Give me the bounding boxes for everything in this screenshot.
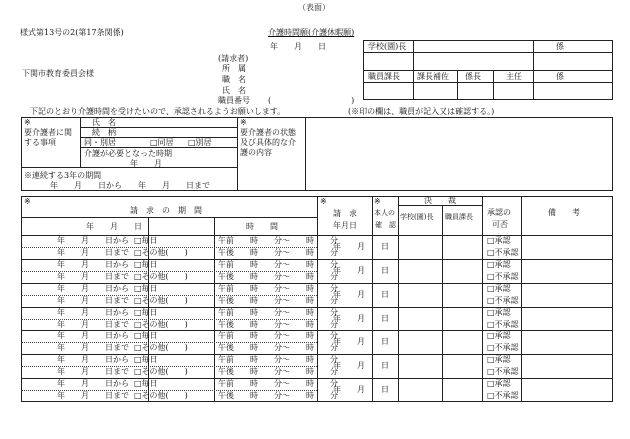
other-checkbox[interactable]: □その他( ) xyxy=(134,391,188,401)
condition-label-2: 及び具体的な介 xyxy=(240,138,296,147)
self-mark: ※ xyxy=(374,197,381,206)
decision-school-head: 学校(園)長 xyxy=(400,213,434,221)
condition-label-3: 護の内容 xyxy=(240,148,272,157)
period-header: 請 求 の 期 間 xyxy=(130,206,202,215)
condition-label-1: 要介護者の状態 xyxy=(240,128,296,137)
care-relation: 続 柄 xyxy=(92,128,116,137)
continuous-label: ※連続する3年の期間 xyxy=(24,171,102,180)
daily-checkbox[interactable]: □毎日 xyxy=(134,355,158,365)
ymd-header: 年 月 日 xyxy=(86,222,142,231)
not-approved-checkbox[interactable]: □不承認 xyxy=(487,271,519,281)
other-checkbox[interactable]: □その他( ) xyxy=(134,295,188,305)
pm-time: 午後 時 分～ 時 分 xyxy=(218,271,338,281)
not-approved-checkbox[interactable]: □不承認 xyxy=(487,295,519,305)
form-title: 介護時間願(介護休暇願) xyxy=(268,28,355,37)
pm-time: 午後 時 分～ 時 分 xyxy=(218,367,338,377)
approved-checkbox[interactable]: □承認 xyxy=(487,259,511,269)
approved-checkbox[interactable]: □承認 xyxy=(487,307,511,317)
pm-time: 午後 時 分～ 時 分 xyxy=(218,343,338,353)
requester-label: (請求者) xyxy=(218,54,249,63)
field-name: 氏 名 xyxy=(222,86,246,95)
continuous-range: 年 月 日から 年 月 日まで xyxy=(50,181,210,190)
condition-mark: ※ xyxy=(240,118,247,127)
row-from: 年 月 日から xyxy=(57,355,129,365)
am-time: 午前 時 分～ 時 分 xyxy=(218,379,338,389)
am-time: 午前 時 分～ 時 分 xyxy=(218,259,338,269)
row-to: 年 月 日まで xyxy=(57,247,129,257)
care-living: 同・別居 xyxy=(84,138,116,147)
other-checkbox[interactable]: □その他( ) xyxy=(134,319,188,329)
daily-checkbox[interactable]: □毎日 xyxy=(134,307,158,317)
decision-staff-chief: 職員課長 xyxy=(445,213,473,221)
row-from: 年 月 日から xyxy=(57,307,129,317)
req-date: 年 月 日 xyxy=(333,361,389,371)
approval-q-header: 承認の xyxy=(487,208,511,217)
approval-q-header-2: 可否 xyxy=(492,220,508,229)
not-approved-checkbox[interactable]: □不承認 xyxy=(487,343,519,353)
row-to: 年 月 日まで xyxy=(57,367,129,377)
other-checkbox[interactable]: □その他( ) xyxy=(134,271,188,281)
pm-time: 午後 時 分～ 時 分 xyxy=(218,391,338,401)
approval-school-head: 学校(園)長 xyxy=(368,42,407,51)
not-approved-checkbox[interactable]: □不承認 xyxy=(487,367,519,377)
daily-checkbox[interactable]: □毎日 xyxy=(134,283,158,293)
daily-checkbox[interactable]: □毎日 xyxy=(134,236,158,245)
req-mark: ※ xyxy=(320,197,327,206)
approval-kakari-1: 係 xyxy=(556,42,564,51)
other-checkbox[interactable]: □その他( ) xyxy=(134,247,188,257)
daily-checkbox[interactable]: □毎日 xyxy=(134,331,158,341)
self-confirm: 本人の xyxy=(374,209,395,217)
row-to: 年 月 日まで xyxy=(57,295,129,305)
row-from: 年 月 日から xyxy=(57,379,129,389)
req-date: 年 月 日 xyxy=(333,313,389,323)
am-time: 午前 時 分～ 時 分 xyxy=(218,307,338,317)
approved-checkbox[interactable]: □承認 xyxy=(487,355,511,365)
field-affiliation: 所 属 xyxy=(222,64,246,73)
not-approved-checkbox[interactable]: □不承認 xyxy=(487,391,519,401)
table-mark: ※ xyxy=(24,197,31,206)
field-title: 職 名 xyxy=(222,75,246,84)
cohabit-checkbox[interactable]: □同居 xyxy=(150,138,174,147)
approval-deputy: 課長補佐 xyxy=(417,72,449,81)
not-approved-checkbox[interactable]: □不承認 xyxy=(487,319,519,329)
req-date: 年 月 日 xyxy=(333,265,389,275)
req-date: 年 月 日 xyxy=(333,241,389,251)
approved-checkbox[interactable]: □承認 xyxy=(487,331,511,341)
separate-checkbox[interactable]: □別居 xyxy=(188,138,212,147)
daily-checkbox[interactable]: □毎日 xyxy=(134,379,158,389)
care-name: 氏 名 xyxy=(92,118,116,127)
self-confirm-2: 確 認 xyxy=(375,221,396,229)
approval-kakari-2: 係 xyxy=(556,72,564,81)
approval-senior: 主任 xyxy=(506,72,522,81)
intro-text: 下記のとおり介護時間を受けたいので、承認されるようお願いします。 xyxy=(30,107,286,116)
other-checkbox[interactable]: □その他( ) xyxy=(134,343,188,353)
pm-time: 午後 時 分～ 時 分 xyxy=(218,247,338,257)
field-staff-no: 職員番号 xyxy=(218,96,250,105)
approval-staff-chief: 職員課長 xyxy=(368,72,400,81)
row-from: 年 月 日から xyxy=(57,283,129,293)
req-date: 年 月 日 xyxy=(333,337,389,347)
am-time: 午前 時 分～ 時 分 xyxy=(218,236,338,245)
req-date-header: 請 求 xyxy=(333,209,357,218)
am-time: 午前 時 分～ 時 分 xyxy=(218,283,338,293)
staff-no-paren: ( ) xyxy=(268,96,355,105)
decision-header: 決 裁 xyxy=(424,196,456,205)
row-to: 年 月 日まで xyxy=(57,319,129,329)
not-approved-checkbox[interactable]: □不承認 xyxy=(487,247,519,257)
date-line: 年 月 日 xyxy=(270,42,326,51)
row-to: 年 月 日まで xyxy=(57,391,129,401)
needed-period: 介護が必要となった時期 xyxy=(84,149,172,158)
care-label-1: 要介護者に関 xyxy=(24,128,72,137)
remarks-header: 備 考 xyxy=(548,208,580,217)
am-time: 午前 時 分～ 時 分 xyxy=(218,331,338,341)
approved-checkbox[interactable]: □承認 xyxy=(487,283,511,293)
req-date: 年 月 日 xyxy=(333,289,389,299)
needed-ym: 年 月 xyxy=(130,159,162,168)
note-text: (※印の欄は、職員が記入又は確認する。) xyxy=(348,107,495,116)
approved-checkbox[interactable]: □承認 xyxy=(487,236,511,245)
care-label-2: する事項 xyxy=(24,138,56,147)
req-date-header-2: 年月日 xyxy=(333,221,357,230)
daily-checkbox[interactable]: □毎日 xyxy=(134,259,158,269)
row-to: 年 月 日まで xyxy=(57,271,129,281)
row-to: 年 月 日まで xyxy=(57,343,129,353)
approved-checkbox[interactable]: □承認 xyxy=(487,379,511,389)
other-checkbox[interactable]: □その他( ) xyxy=(134,367,188,377)
pm-time: 午後 時 分～ 時 分 xyxy=(218,319,338,329)
row-from: 年 月 日から xyxy=(57,331,129,341)
row-from: 年 月 日から xyxy=(57,259,129,269)
time-header: 時 間 xyxy=(246,222,278,231)
care-mark: ※ xyxy=(24,118,31,127)
approval-chief: 係長 xyxy=(465,72,481,81)
am-time: 午前 時 分～ 時 分 xyxy=(218,355,338,365)
form-number: 様式第13号の2(第17条関係) xyxy=(20,28,124,37)
side-label: （表面） xyxy=(298,3,330,12)
addressee: 下関市教育委員会様 xyxy=(22,69,94,78)
req-date: 年 月 日 xyxy=(333,385,389,395)
row-from: 年 月 日から xyxy=(57,236,129,245)
pm-time: 午後 時 分～ 時 分 xyxy=(218,295,338,305)
